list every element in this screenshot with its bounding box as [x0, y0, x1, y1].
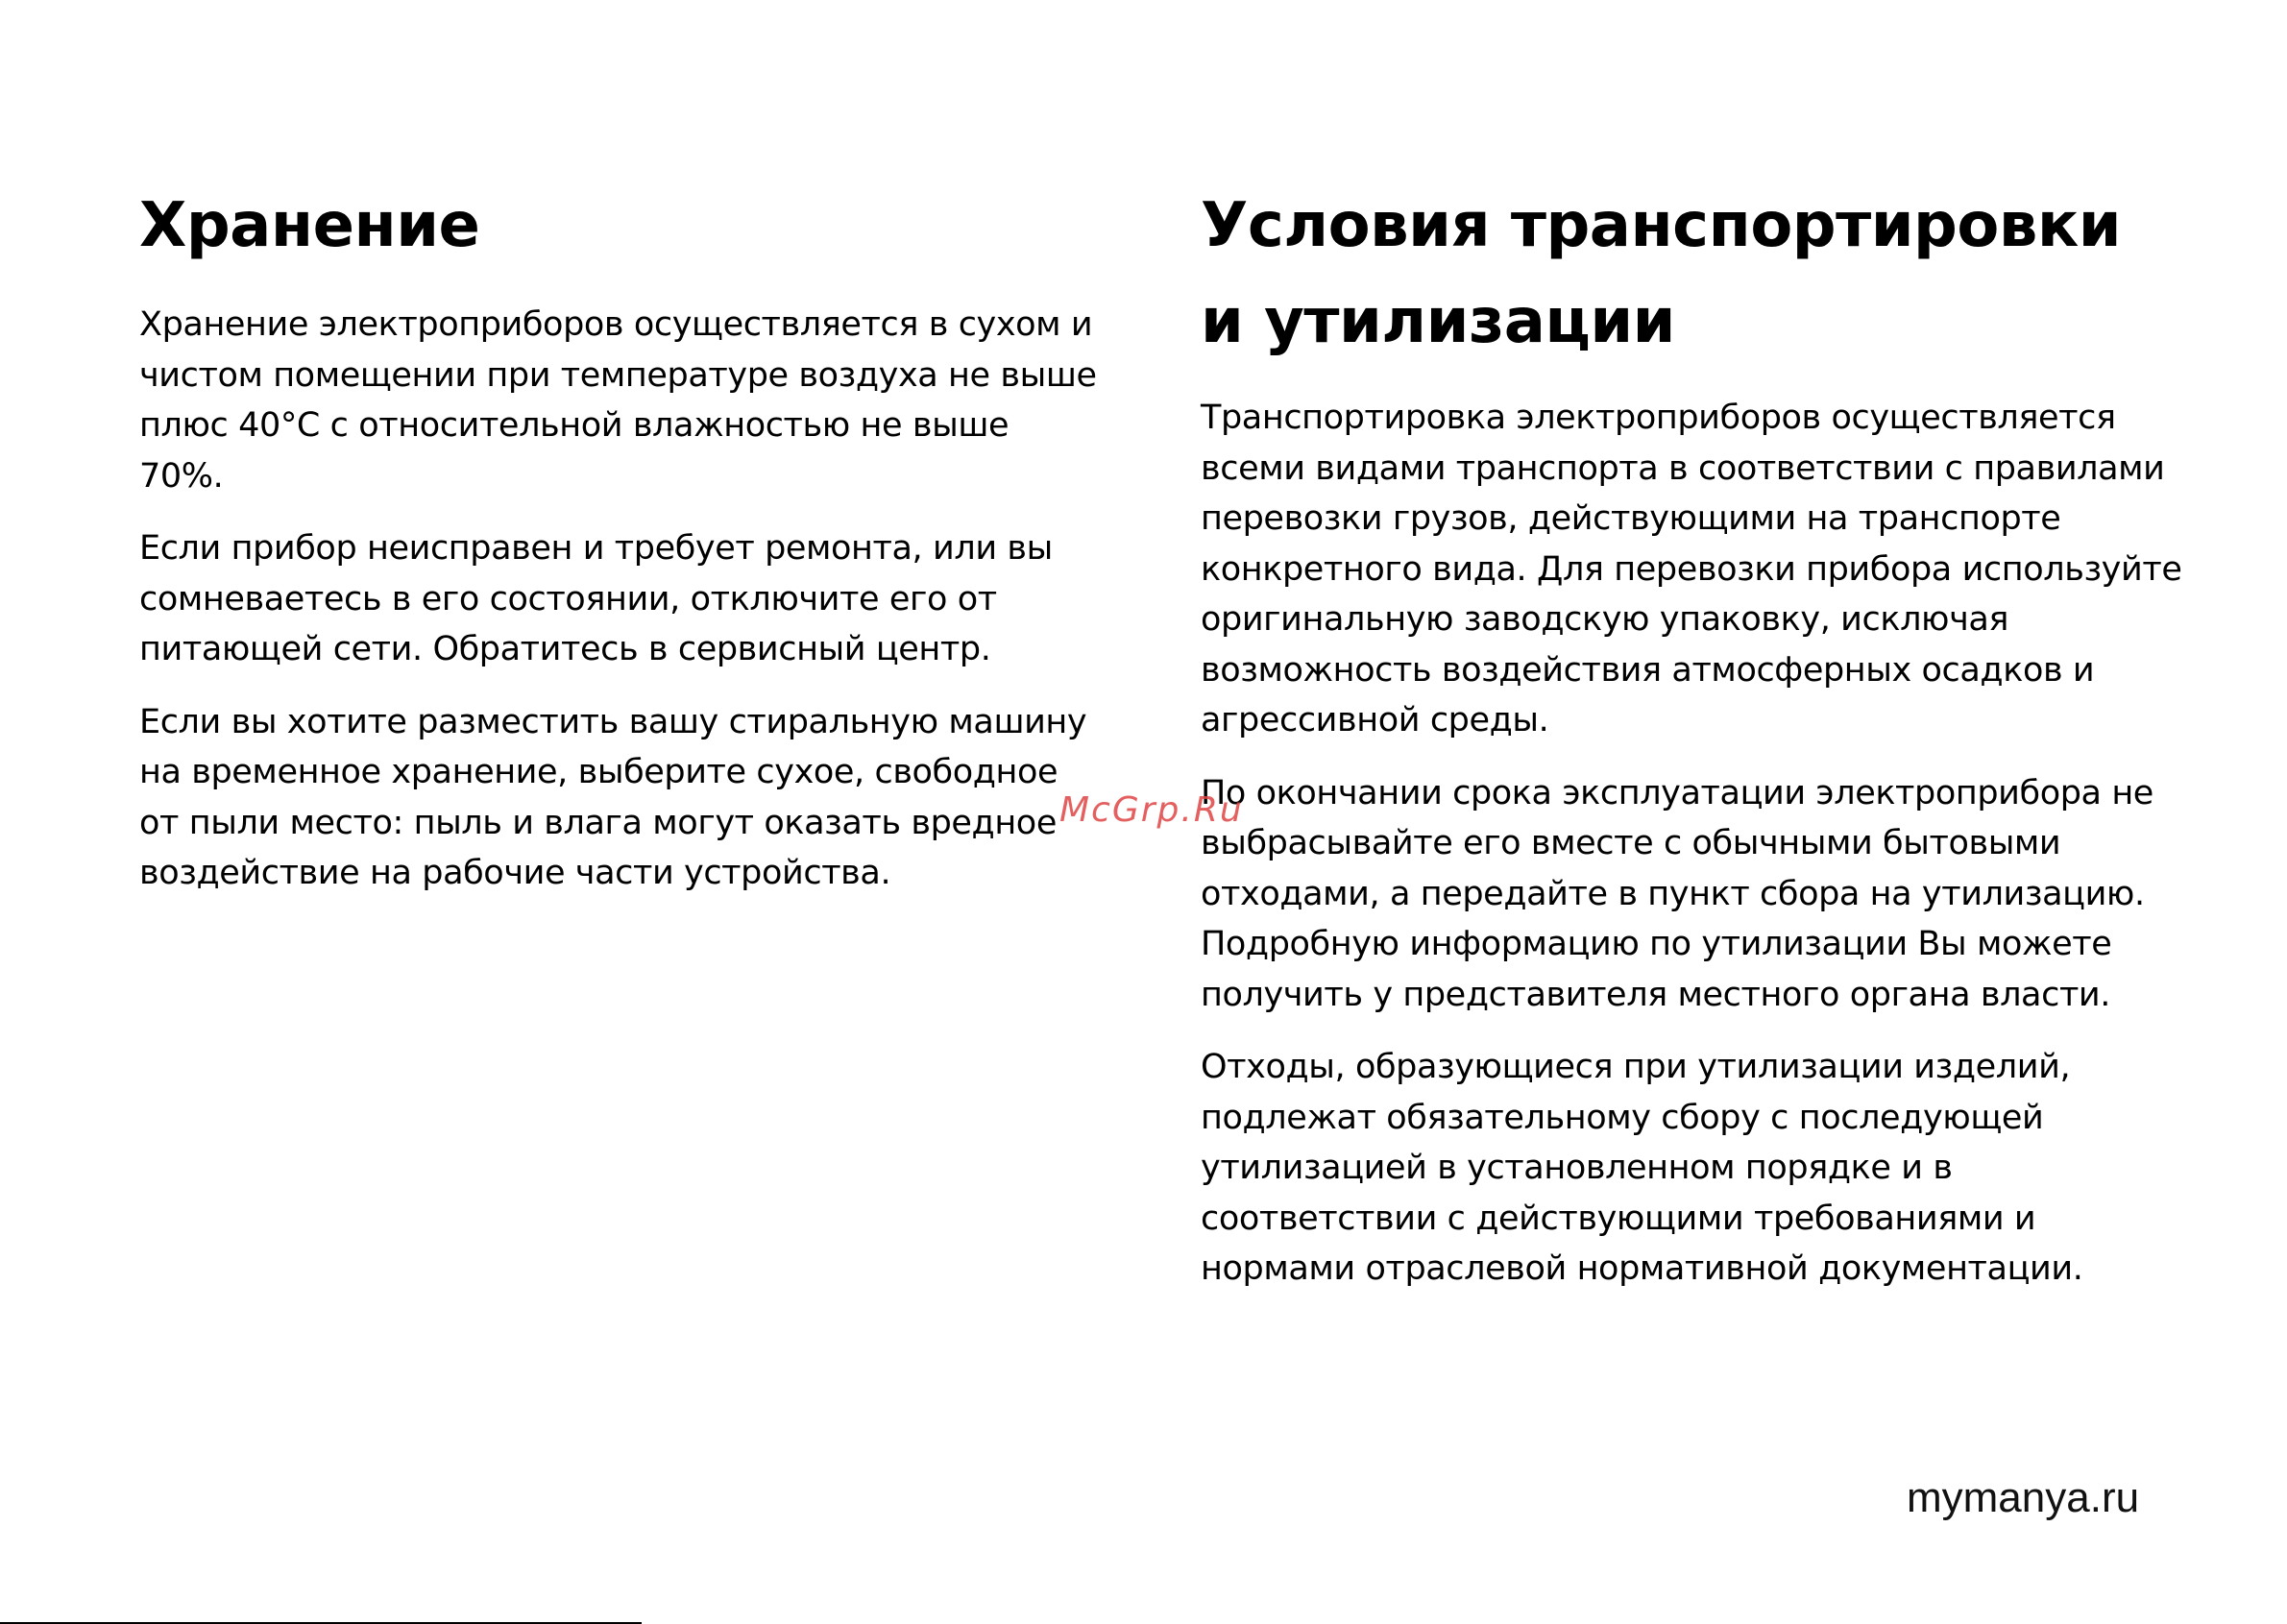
storage-paragraph-3: Если вы хотите разместить вашу стиральную машину на временное хранение, выберите сухое, свободное от пыли место: пыль и влага могут оказать вредное воздействие на рабочие части устройства. [139, 702, 1087, 892]
storage-body [139, 300, 1100, 899]
transport-paragraph: Транспортировка электроприборов осуществляется всеми видами транспорта в соответствии с правилами перевозки грузов, действующими на транспорте конкретного вида. Для перевозки прибора используйте оригинальную заводскую упаковку, исключая возможность воздействия атмосферных осадков и агрессивной среды. [1201, 399, 2182, 739]
transport-disposal-title: Условия транспортировки и утилизации [1201, 190, 2122, 357]
storage-title: Хранение [139, 190, 480, 261]
site-label: mymanya.ru [1907, 1474, 2140, 1521]
waste-paragraph: Отходы, образующиеся при утилизации изделий, подлежат обязательному сбору с последующей утилизацией в установленном порядке и в соответствии с действующими требованиями и нормами отраслевой нормативной документации. [1201, 1048, 2083, 1288]
watermark-text: McGrp.Ru [1059, 790, 1244, 830]
transport-disposal-body [1201, 393, 2190, 1295]
storage-paragraph-1: Хранение электроприборов осуществляется в сухом и чистом помещении при температуре воздуха не выше плюс 40°С с относительной влажностью не выше 70%. [139, 305, 1097, 496]
storage-paragraph-2: Если прибор неисправен и требует ремонта, или вы сомневаетесь в его состоянии, отключите его от питающей сети. Обратитесь в сервисный центр. [139, 529, 1053, 668]
disposal-paragraph: По окончании срока эксплуатации электроприбора не выбрасывайте его вместе с обычными бытовыми отходами, а передайте в пункт сбора на утилизацию. Подробную информацию по утилизации Вы можете получить у представителя местного органа власти. [1201, 773, 2153, 1014]
